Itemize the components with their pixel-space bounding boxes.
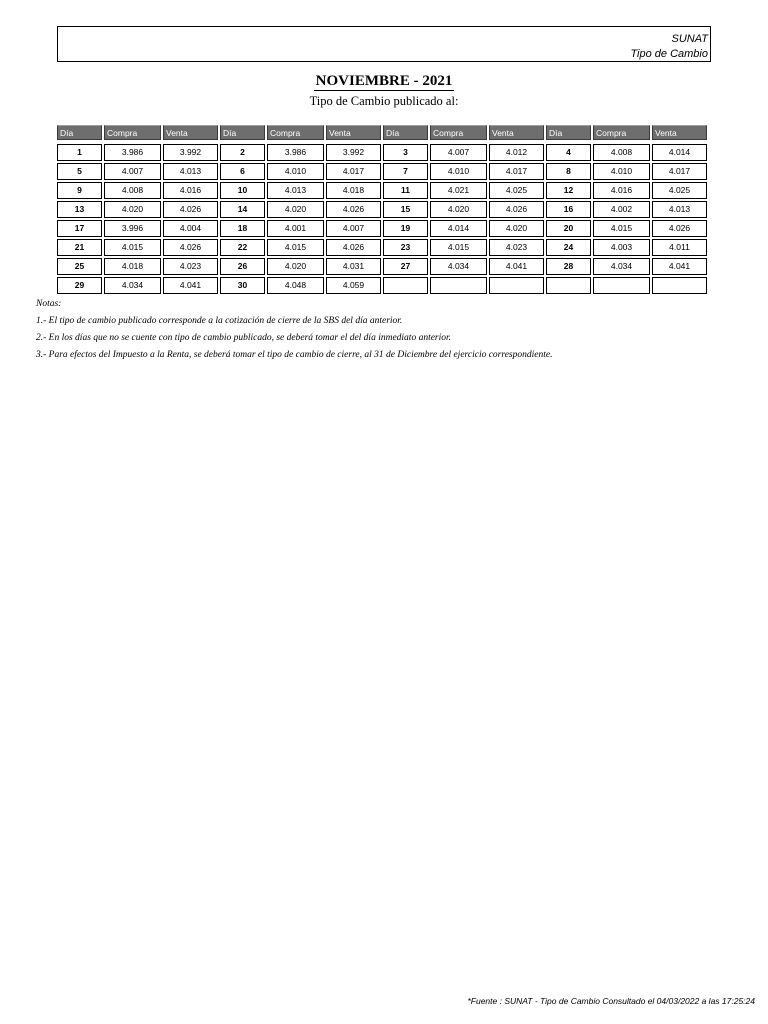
venta-cell: 4.013	[163, 163, 218, 180]
day-cell: 22	[220, 239, 265, 256]
compra-cell: 4.010	[430, 163, 487, 180]
day-cell: 13	[57, 201, 102, 218]
day-cell: 9	[57, 182, 102, 199]
venta-cell: 4.026	[326, 239, 381, 256]
column-header: Compra	[104, 125, 161, 140]
venta-cell: 4.018	[326, 182, 381, 199]
day-cell: 11	[383, 182, 428, 199]
venta-cell: 4.017	[489, 163, 544, 180]
note-item: 3.- Para efectos del Impuesto a la Renta, se deberá tomar el tipo de cambio de cierre, al 31 de Diciembre del ejercicio correspondiente.	[36, 350, 553, 360]
day-cell: 25	[57, 258, 102, 275]
day-cell: 21	[57, 239, 102, 256]
day-cell: 19	[383, 220, 428, 237]
compra-cell: 4.002	[593, 201, 650, 218]
compra-cell: 4.015	[267, 239, 324, 256]
day-cell: 26	[220, 258, 265, 275]
column-header: Día	[57, 125, 102, 140]
day-cell: 2	[220, 144, 265, 161]
column-header: Compra	[267, 125, 324, 140]
header-org: SUNAT	[671, 33, 708, 45]
venta-cell: 4.020	[489, 220, 544, 237]
day-cell: 3	[383, 144, 428, 161]
notes	[36, 297, 552, 365]
day-cell: 10	[220, 182, 265, 199]
venta-cell	[652, 277, 707, 294]
venta-cell: 4.031	[326, 258, 381, 275]
day-cell: 27	[383, 258, 428, 275]
venta-cell: 4.059	[326, 277, 381, 294]
day-cell: 29	[57, 277, 102, 294]
compra-cell: 4.020	[104, 201, 161, 218]
published-label: Tipo de Cambio publicado al:	[309, 94, 459, 108]
day-cell: 5	[57, 163, 102, 180]
compra-cell: 4.015	[430, 239, 487, 256]
day-cell: 24	[546, 239, 591, 256]
compra-cell: 4.020	[267, 258, 324, 275]
compra-cell: 4.015	[593, 220, 650, 237]
compra-cell: 4.015	[104, 239, 161, 256]
column-header: Venta	[489, 125, 544, 140]
venta-cell: 4.026	[489, 201, 544, 218]
day-cell	[546, 277, 591, 294]
day-cell: 14	[220, 201, 265, 218]
page-title-wrap	[0, 72, 768, 90]
venta-cell: 4.013	[652, 201, 707, 218]
note-item: 1.- El tipo de cambio publicado corresponde a la cotización de cierre de la SBS del día anterior.	[36, 316, 403, 326]
compra-cell: 4.014	[430, 220, 487, 237]
compra-cell: 4.008	[104, 182, 161, 199]
compra-cell: 3.986	[267, 144, 324, 161]
compra-cell: 4.018	[104, 258, 161, 275]
day-cell: 1	[57, 144, 102, 161]
column-header: Venta	[163, 125, 218, 140]
venta-cell: 4.041	[652, 258, 707, 275]
column-header: Compra	[593, 125, 650, 140]
venta-cell: 4.041	[489, 258, 544, 275]
venta-cell: 4.012	[489, 144, 544, 161]
day-cell: 23	[383, 239, 428, 256]
day-cell: 6	[220, 163, 265, 180]
compra-cell: 4.003	[593, 239, 650, 256]
venta-cell: 4.025	[489, 182, 544, 199]
day-cell: 4	[546, 144, 591, 161]
compra-cell: 4.013	[267, 182, 324, 199]
compra-cell: 4.007	[430, 144, 487, 161]
header-box	[57, 26, 711, 62]
day-cell	[383, 277, 428, 294]
venta-cell: 4.026	[163, 239, 218, 256]
exchange-rate-table	[57, 125, 707, 294]
compra-cell: 4.021	[430, 182, 487, 199]
header-subtitle: Tipo de Cambio	[630, 48, 708, 60]
venta-cell: 4.017	[652, 163, 707, 180]
venta-cell: 3.992	[163, 144, 218, 161]
venta-cell: 4.023	[163, 258, 218, 275]
compra-cell: 3.986	[104, 144, 161, 161]
venta-cell: 4.017	[326, 163, 381, 180]
day-cell: 7	[383, 163, 428, 180]
venta-cell: 4.014	[652, 144, 707, 161]
column-header: Compra	[430, 125, 487, 140]
column-header: Venta	[652, 125, 707, 140]
venta-cell: 4.011	[652, 239, 707, 256]
venta-cell: 4.007	[326, 220, 381, 237]
footer-source: *Fuente : SUNAT - Tipo de Cambio Consultado el 04/03/2022 a las 17:25:24	[467, 996, 755, 1006]
page-title: NOVIEMBRE - 2021	[315, 73, 453, 89]
compra-cell: 4.010	[593, 163, 650, 180]
day-cell: 12	[546, 182, 591, 199]
venta-cell	[489, 277, 544, 294]
compra-cell: 4.008	[593, 144, 650, 161]
day-cell: 17	[57, 220, 102, 237]
compra-cell	[430, 277, 487, 294]
venta-cell: 4.023	[489, 239, 544, 256]
compra-cell: 4.007	[104, 163, 161, 180]
day-cell: 18	[220, 220, 265, 237]
venta-cell: 3.992	[326, 144, 381, 161]
venta-cell: 4.041	[163, 277, 218, 294]
note-item: 2.- En los días que no se cuente con tipo de cambio publicado, se deberá tomar el del día inmediato anterior.	[36, 333, 452, 343]
column-header: Día	[383, 125, 428, 140]
compra-cell: 4.016	[593, 182, 650, 199]
compra-cell: 4.034	[104, 277, 161, 294]
venta-cell: 4.026	[163, 201, 218, 218]
day-cell: 16	[546, 201, 591, 218]
column-header: Día	[220, 125, 265, 140]
column-header: Venta	[326, 125, 381, 140]
day-cell: 28	[546, 258, 591, 275]
compra-cell	[593, 277, 650, 294]
compra-cell: 4.020	[267, 201, 324, 218]
compra-cell: 4.020	[430, 201, 487, 218]
notes-heading: Notas:	[36, 299, 62, 309]
day-cell: 8	[546, 163, 591, 180]
compra-cell: 3.996	[104, 220, 161, 237]
venta-cell: 4.026	[652, 220, 707, 237]
compra-cell: 4.001	[267, 220, 324, 237]
venta-cell: 4.016	[163, 182, 218, 199]
column-header: Día	[546, 125, 591, 140]
day-cell: 20	[546, 220, 591, 237]
compra-cell: 4.034	[430, 258, 487, 275]
venta-cell: 4.026	[326, 201, 381, 218]
compra-cell: 4.034	[593, 258, 650, 275]
venta-cell: 4.004	[163, 220, 218, 237]
day-cell: 30	[220, 277, 265, 294]
compra-cell: 4.048	[267, 277, 324, 294]
day-cell: 15	[383, 201, 428, 218]
venta-cell: 4.025	[652, 182, 707, 199]
compra-cell: 4.010	[267, 163, 324, 180]
